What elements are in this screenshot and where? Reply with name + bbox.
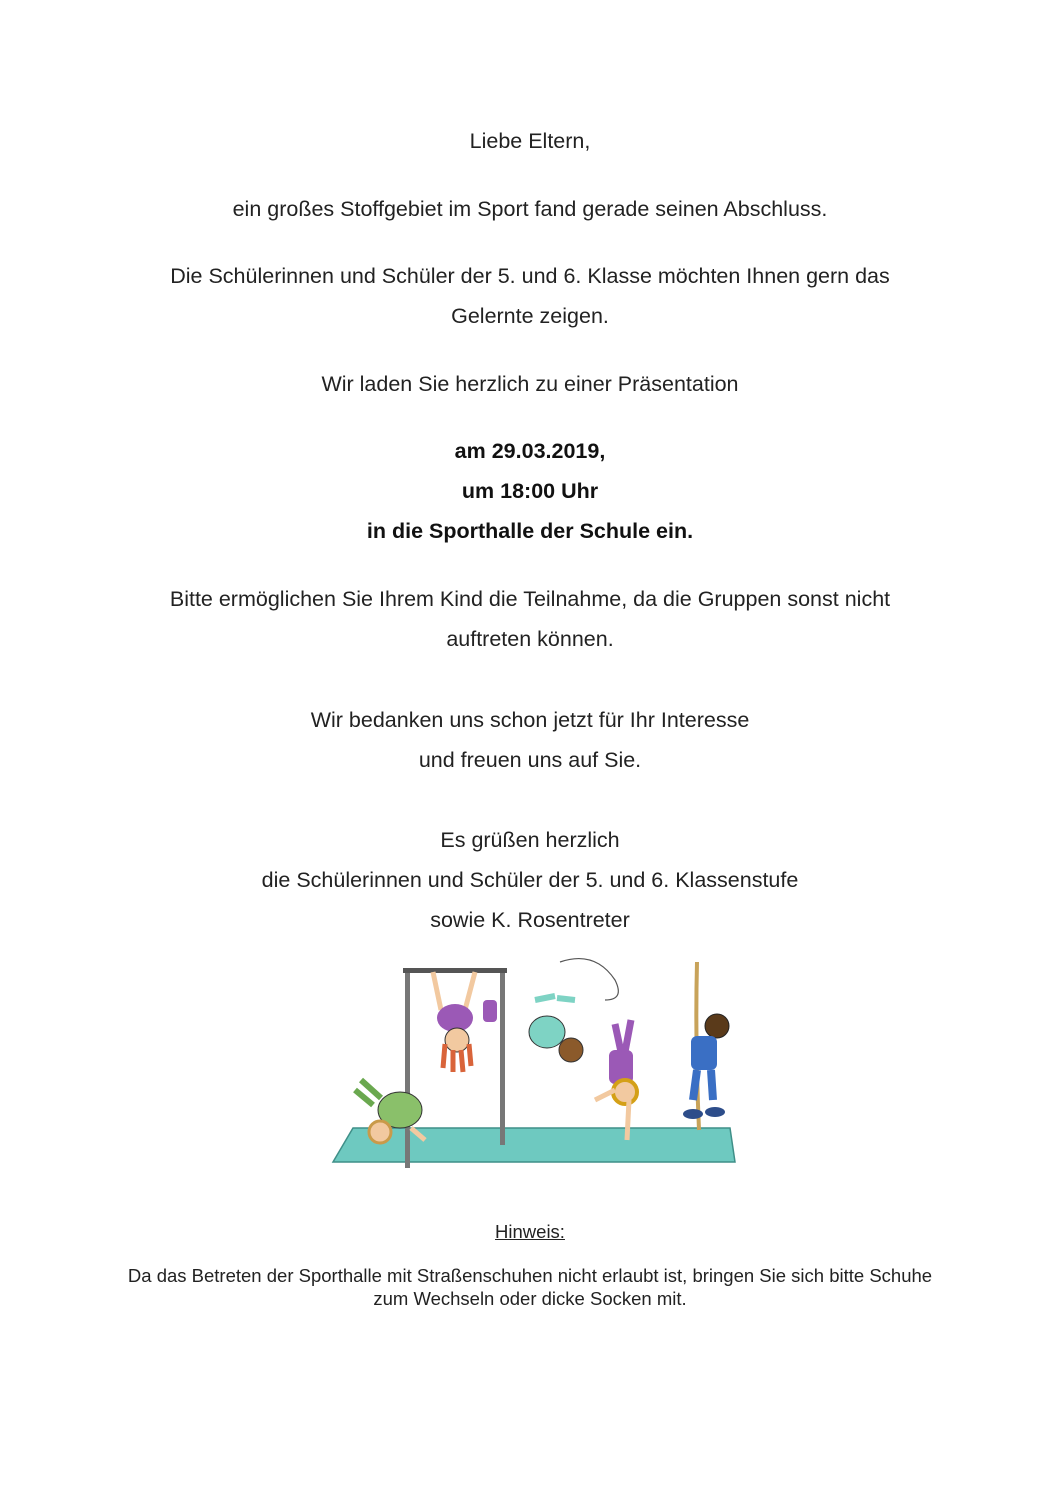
event-place: in die Sporthalle der Schule ein. — [366, 519, 694, 543]
signature-line1: die Schülerinnen und Schüler der 5. und 6. Klassenstufe — [261, 868, 799, 892]
paragraph-students-line2: Gelernte zeigen. — [451, 304, 609, 328]
paragraph-invitation: Wir laden Sie herzlich zu einer Präsentation — [321, 372, 739, 396]
event-time: um 18:00 Uhr — [461, 479, 599, 503]
paragraph-participation-line1: Bitte ermöglichen Sie Ihrem Kind die Teilnahme, da die Gruppen sonst nicht — [169, 587, 891, 611]
note-line1: Da das Betreten der Sporthalle mit Straßenschuhen nicht erlaubt ist, bringen Sie sich bitte Schuhe — [127, 1265, 933, 1286]
greeting: Liebe Eltern, — [469, 129, 591, 153]
paragraph-intro: ein großes Stoffgebiet im Sport fand gerade seinen Abschluss. — [232, 197, 828, 221]
gymnastics-children-illustration-icon — [325, 940, 740, 1172]
paragraph-students-line1: Die Schülerinnen und Schüler der 5. und 6. Klasse möchten Ihnen gern das — [170, 264, 890, 288]
note-heading: Hinweis: — [495, 1221, 565, 1242]
thanks-line1: Wir bedanken uns schon jetzt für Ihr Interesse — [310, 708, 750, 732]
paragraph-participation-line2: auftreten können. — [446, 627, 614, 651]
thanks-line2: und freuen uns auf Sie. — [418, 748, 642, 772]
event-date: am 29.03.2019, — [454, 439, 606, 463]
closing: Es grüßen herzlich — [440, 828, 620, 852]
note-line2: zum Wechseln oder dicke Socken mit. — [373, 1288, 687, 1309]
signature-line2: sowie K. Rosentreter — [430, 908, 630, 932]
